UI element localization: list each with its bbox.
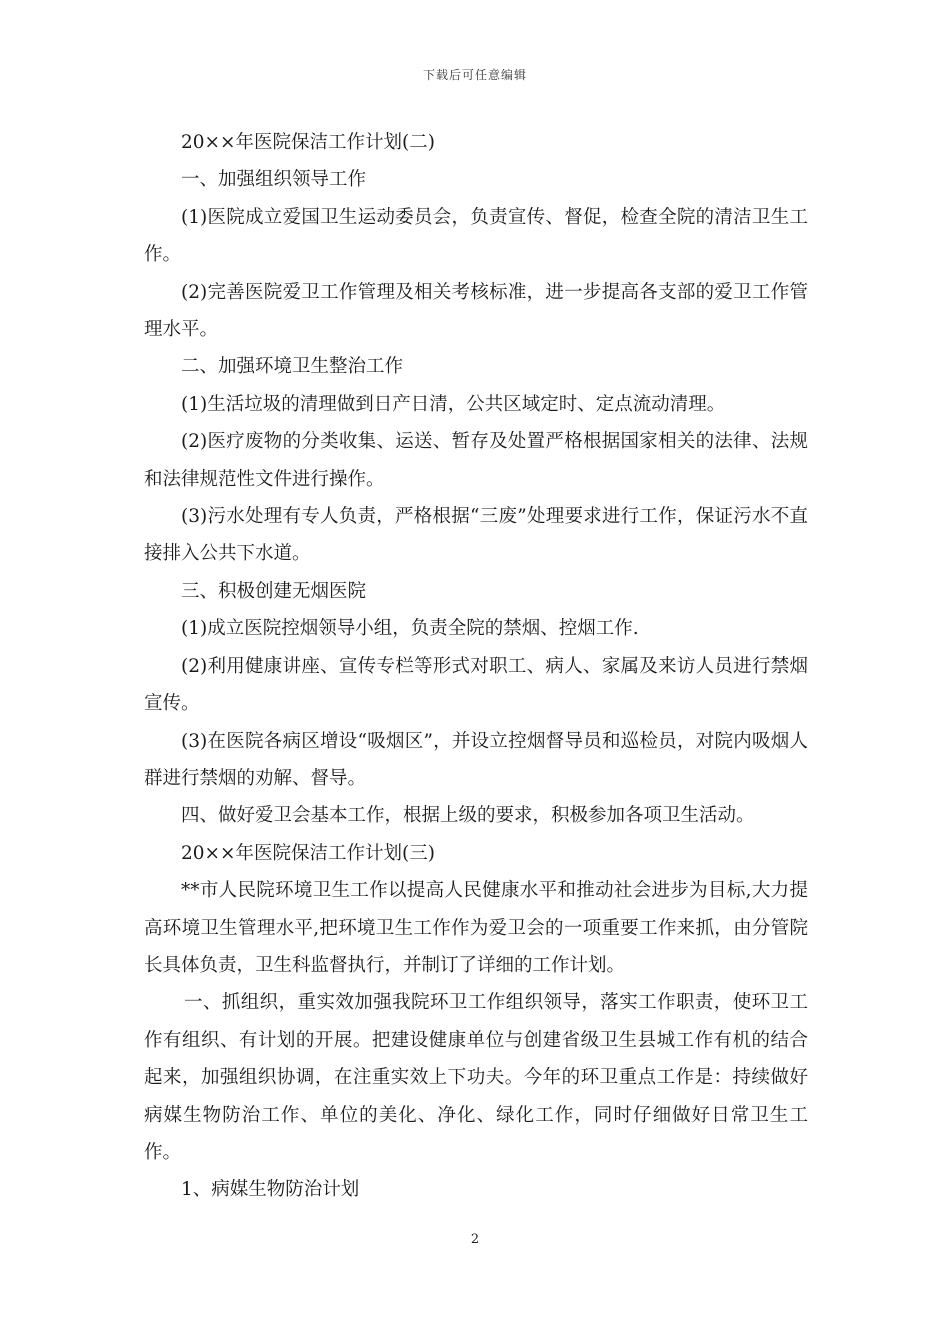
paragraph-intro: **市人民院环境卫生工作以提高人民健康水平和推动社会进步为目标,大力提高环境卫生管理水平,把环境卫生工作作为爱卫会的一项重要工作来抓，由分管院长具体负责，卫生科监督执行，并制订了详细的工作计划。 [144,880,808,976]
paragraph-item: (2)医疗废物的分类收集、运送、暂存及处置严格根据国家相关的法律、法规和法律规范性文件进行操作。 [144,431,808,490]
paragraph-item: (2)利用健康讲座、宣传专栏等形式对职工、病人、家属及来访人员进行禁烟宣传。 [144,655,808,715]
paragraph-item: (1)生活垃圾的清理做到日产日清，公共区域定时、定点流动清理。 [181,393,726,415]
paragraph-item: (3)污水处理有专人负责，严格根据“三废”处理要求进行工作，保证污水不直接排入公共下水道。 [144,506,808,565]
heading-org-leadership: 一、加强组织领导工作 [181,169,367,191]
section-title-plan-two: 20××年医院保洁工作计划(二) [181,132,435,153]
paragraph-item: (2)完善医院爱卫工作管理及相关考核标准，进一步提高各支部的爱卫工作管理水平。 [144,281,808,341]
page-number: 2 [470,1232,480,1247]
heading-smoke-free: 三、积极创建无烟医院 [181,580,367,602]
section-title-plan-three: 20××年医院保洁工作计划(三) [181,842,435,864]
heading-vector-control: 1、病媒生物防治计划 [181,1179,360,1201]
page-header: 下载后可任意编辑 [422,68,527,82]
heading-basic-work: 四、做好爱卫会基本工作，根据上级的要求，积极参加各项卫生活动。 [181,805,755,827]
heading-environment: 二、加强环境卫生整治工作 [181,356,404,378]
paragraph-organization: 一、抓组织，重实效加强我院环卫工作组织领导，落实工作职责，使环卫工作有组织、有计划的开展。把建设健康单位与创建省级卫生县城工作有机的结合起来，加强组织协调，在注重实效上下功夫。今年的环卫重点工作是：持续做好病媒生物防治工作、单位的美化、净化、绿化工作，同时仔细做好日常卫生工作。 [144,992,808,1163]
document-body [144,124,808,1209]
paragraph-item: (1)成立医院控烟领导小组，负责全院的禁烟、控烟工作. [181,618,639,640]
paragraph-item: (1)医院成立爱国卫生运动委员会，负责宣传、督促，检查全院的清洁卫生工作。 [144,206,808,266]
paragraph-item: (3)在医院各病区增设“吸烟区”，并设立控烟督导员和巡检员，对院内吸烟人群进行禁烟的劝解、督导。 [144,730,808,789]
